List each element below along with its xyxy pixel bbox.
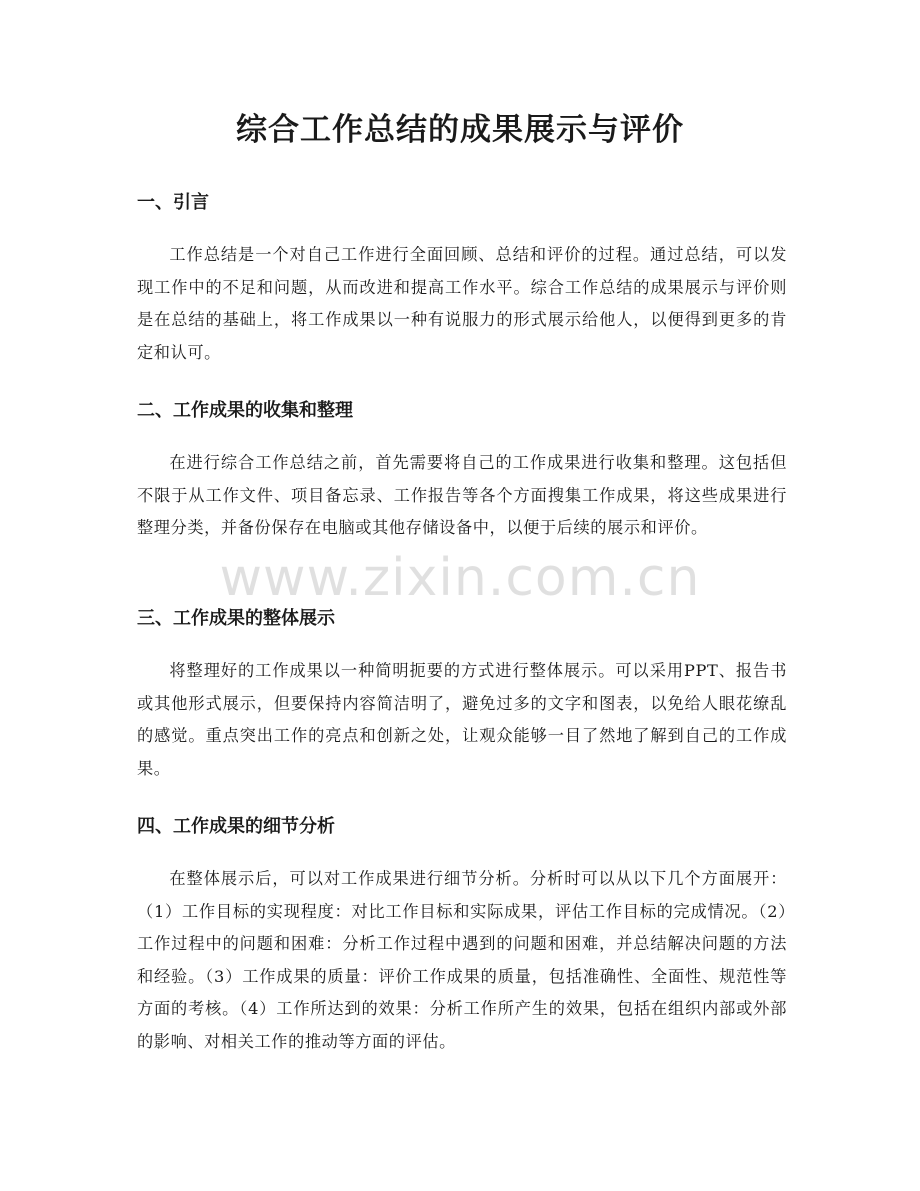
watermark: www.zixin.com.cn bbox=[219, 548, 701, 608]
section-heading: 二、工作成果的收集和整理 bbox=[137, 400, 353, 421]
section-paragraph: 在进行综合工作总结之前，首先需要将自己的工作成果进行收集和整理。这包括但不限于从工作文件、项目备忘录、工作报告等各个方面搜集工作成果，将这些成果进行整理分类，并备份保存在电脑或其他存储设备中，以便于后续的展示和评价。 bbox=[137, 453, 787, 537]
section-heading: 一、引言 bbox=[137, 192, 209, 213]
section-heading: 四、工作成果的细节分析 bbox=[137, 816, 335, 837]
document-title: 综合工作总结的成果展示与评价 bbox=[236, 112, 684, 148]
section-introduction bbox=[137, 190, 787, 369]
section-overall-display bbox=[137, 606, 787, 785]
section-detail-analysis bbox=[137, 814, 787, 1058]
section-paragraph: 在整体展示后，可以对工作成果进行细节分析。分析时可以从以下几个方面展开：（1）工作目标的实现程度：对比工作目标和实际成果，评估工作目标的完成情况。（2）工作过程中的问题和困难：分析工作过程中遇到的问题和困难，并总结解决问题的方法和经验。（3）工作成果的质量：评价工作成果的质量，包括准确性、全面性、规范性等方面的考核。（4）工作所达到的效果：分析工作所产生的效果，包括在组织内部或外部的影响、对相关工作的推动等方面的评估。 bbox=[137, 869, 787, 1051]
section-paragraph: 工作总结是一个对自己工作进行全面回顾、总结和评价的过程。通过总结，可以发现工作中的不足和问题，从而改进和提高工作水平。综合工作总结的成果展示与评价则是在总结的基础上，将工作成果以一种有说服力的形式展示给他人，以便得到更多的肯定和认可。 bbox=[137, 245, 787, 362]
section-collection bbox=[137, 398, 787, 545]
section-paragraph: 将整理好的工作成果以一种简明扼要的方式进行整体展示。可以采用PPT、报告书或其他形式展示，但要保持内容简洁明了，避免过多的文字和图表，以免给人眼花缭乱的感觉。重点突出工作的亮点和创新之处，让观众能够一目了然地了解到自己的工作成果。 bbox=[137, 661, 787, 778]
section-heading: 三、工作成果的整体展示 bbox=[137, 608, 335, 629]
